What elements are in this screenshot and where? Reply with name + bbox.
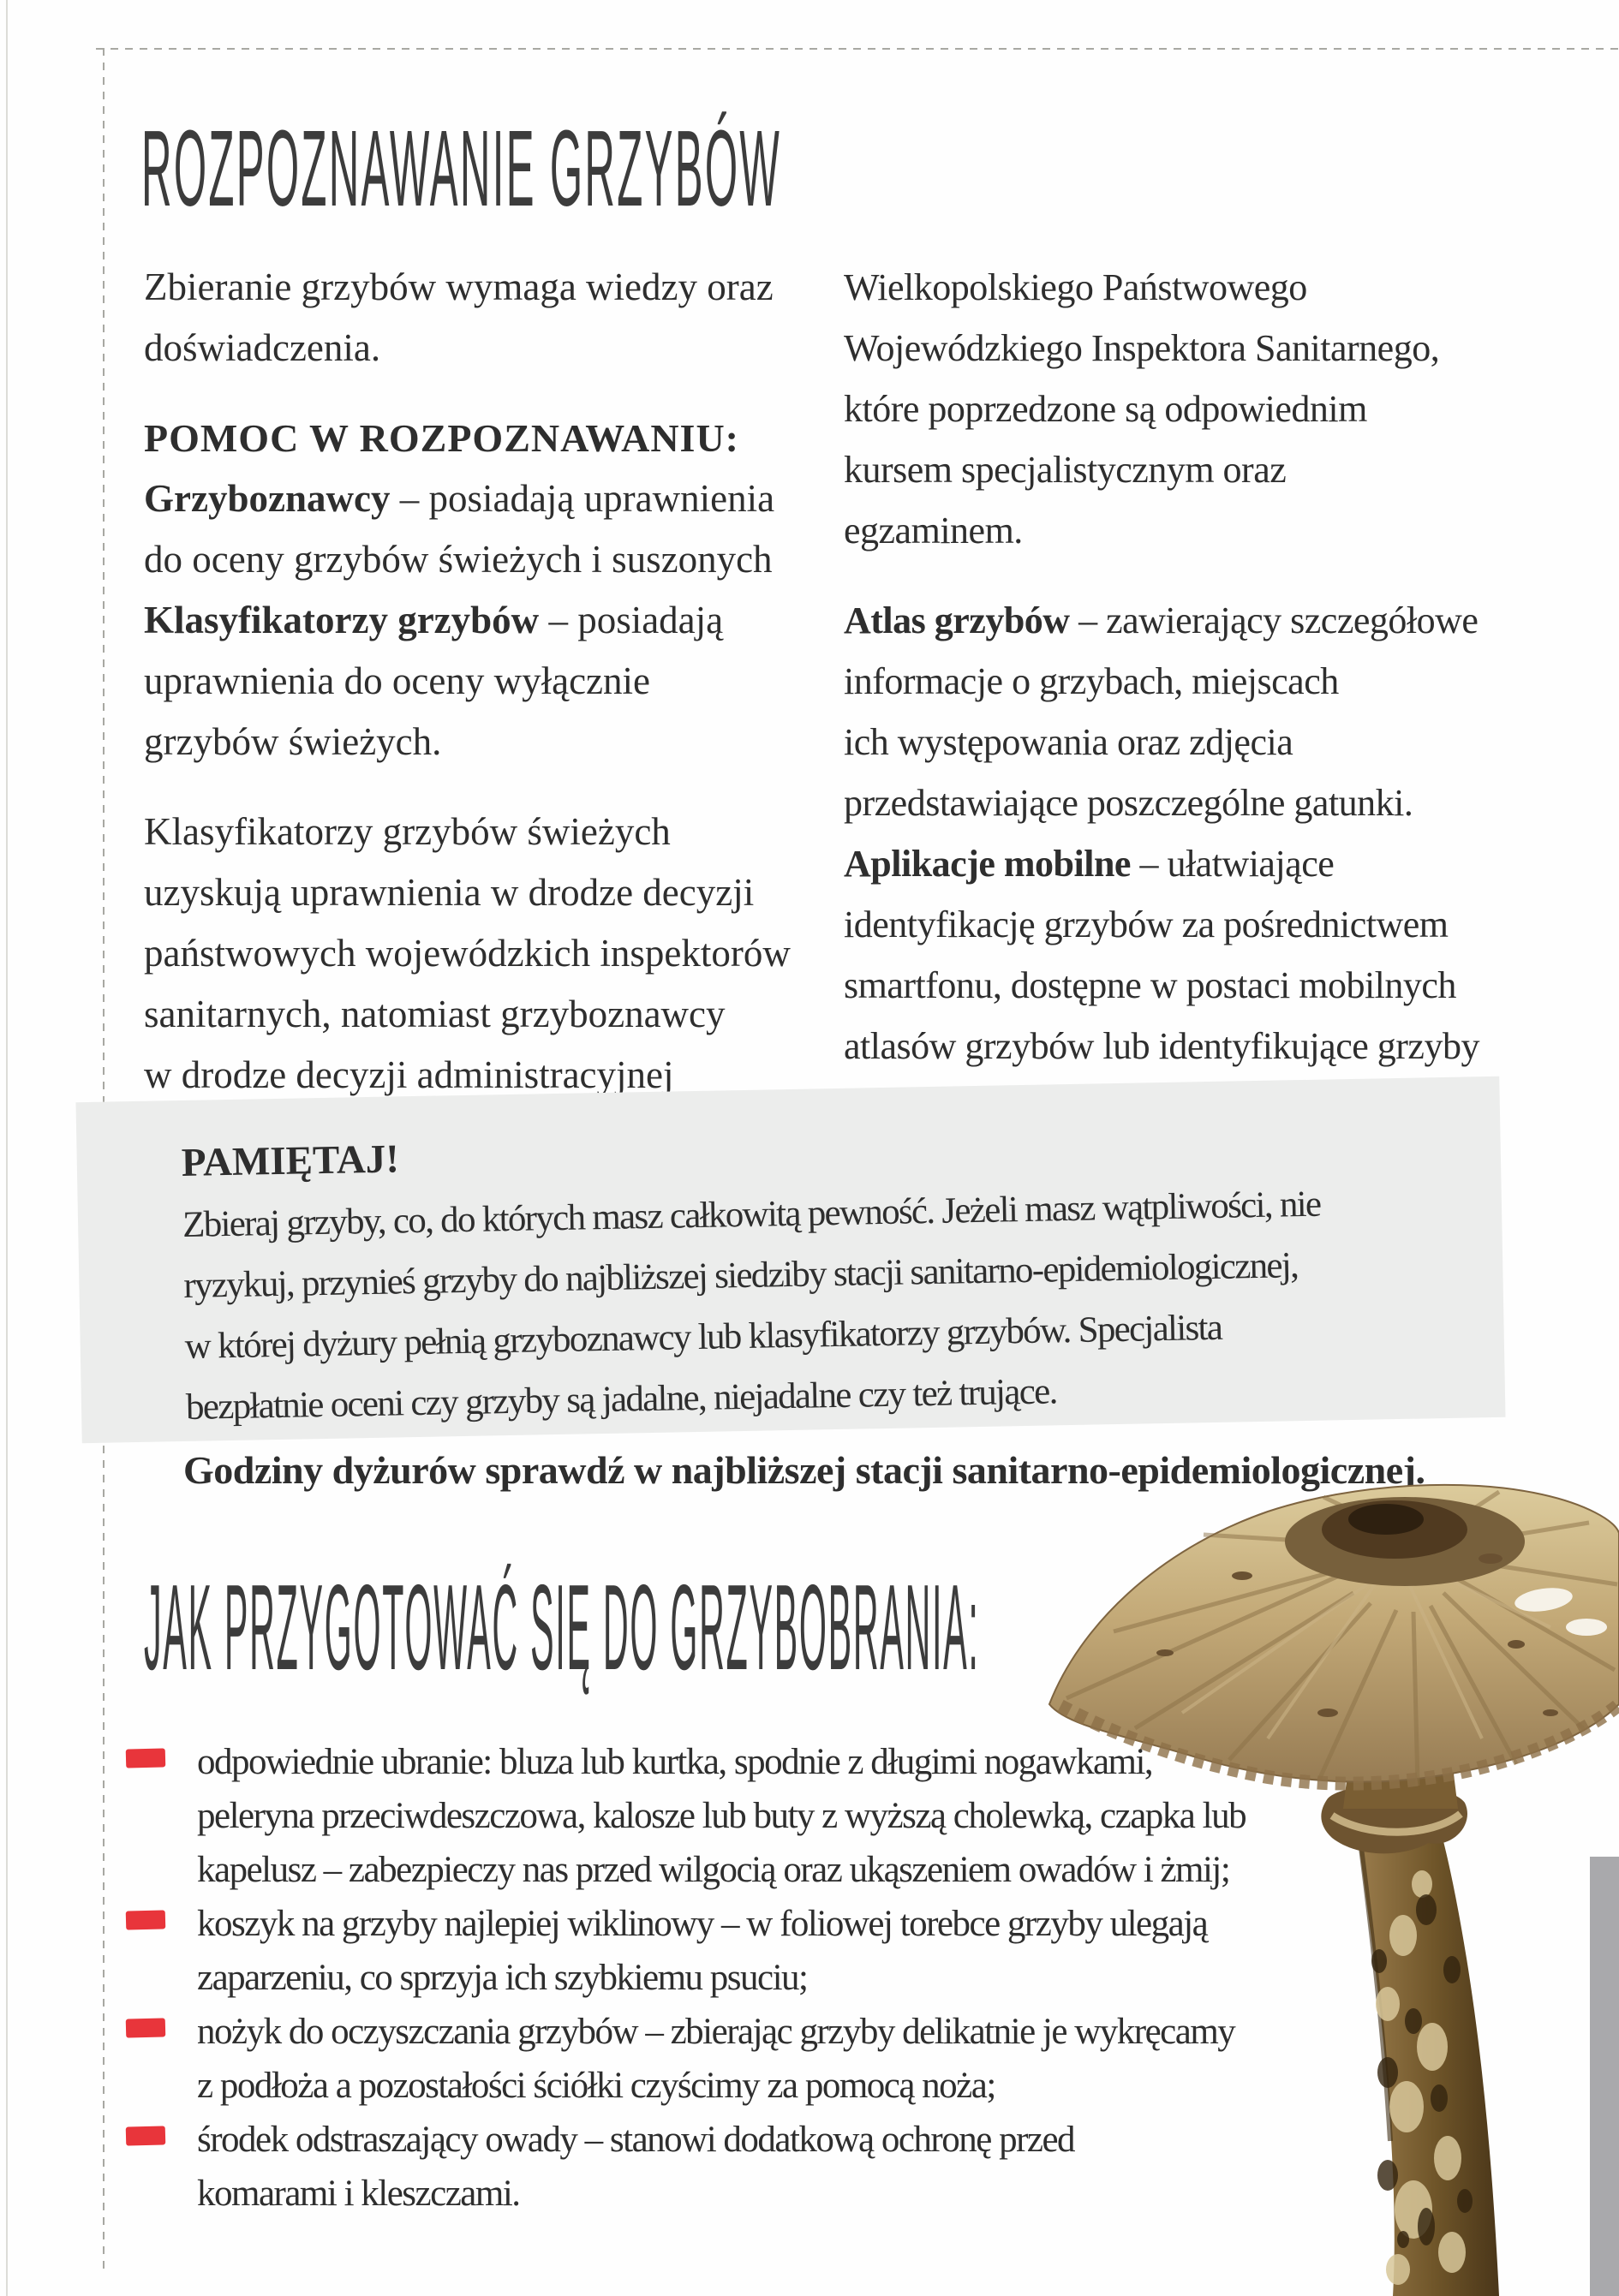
text-line: Wielkopolskiego Państwowego: [844, 266, 1307, 308]
text-line: koszyk na grzyby najlepiej wiklinowy – w foliowej torebce grzyby ulegają: [197, 1904, 1208, 1944]
text-line: informacje o grzybach, miejscach: [844, 660, 1339, 702]
text-line: z podłoża a pozostałości ściółki czyścimy za pomocą noża;: [197, 2066, 995, 2106]
right-column: [844, 257, 1563, 1137]
list-item: [124, 1735, 1461, 1897]
text-line: nożyk do oczyszczania grzybów – zbierając grzyby delikatnie je wykręcamy: [197, 2012, 1235, 2052]
text-line: Klasyfikatorzy grzybów – posiadają: [144, 599, 724, 641]
experts-paragraph: [144, 468, 829, 772]
spacer: [144, 772, 829, 802]
spacer: [844, 561, 1563, 590]
sanitary-paragraph: [844, 257, 1563, 561]
text-line: identyfikację grzybów za pośrednictwem: [844, 903, 1449, 945]
text-line: uzyskują uprawnienia w drodze decyzji: [144, 871, 755, 914]
list-item: [124, 2113, 1461, 2221]
text-line: Grzyboznawcy – posiadają uprawnienia: [144, 477, 775, 520]
text-line: Klasyfikatorzy grzybów świeżych: [144, 810, 671, 853]
text-line: Zbieranie grzybów wymaga wiedzy oraz: [144, 265, 774, 308]
preparation-list: [124, 1735, 1461, 2221]
text-line: kapelusz – zabezpieczy nas przed wilgocią oraz ukąszeniem owadów i żmij;: [197, 1850, 1230, 1890]
bold-term: Atlas grzybów: [844, 599, 1070, 641]
page-edge-line: [6, 0, 8, 2296]
list-item-text: [197, 1735, 1461, 1897]
list-item: [124, 1897, 1461, 2005]
text-line: egzaminem.: [844, 510, 1023, 552]
bold-term: Aplikacje mobilne: [844, 843, 1131, 885]
text-line: w której dyżury pełnią grzyboznawcy lub klasyfikatorzy grzybów. Specjalista: [184, 1307, 1222, 1367]
text-line: ryzykuj, przynieś grzyby do najbliższej siedziby stacji sanitarno-epidemiologicznej,: [183, 1245, 1299, 1306]
text-line: które poprzedzone są odpowiednim: [844, 388, 1367, 430]
text-line: peleryna przeciwdeszczowa, kalosze lub buty z wyższą cholewką, czapka lub: [197, 1796, 1246, 1836]
text-line: Aplikacje mobilne – ułatwiające: [844, 843, 1335, 885]
text-line: przedstawiające poszczególne gatunki.: [844, 782, 1413, 824]
text-line: ich występowania oraz zdjęcia: [844, 721, 1293, 763]
authority-paragraph: [144, 802, 829, 1106]
duty-hours-note: Godziny dyżurów sprawdź w najbliższej stacji sanitarno-epidemiologicznej.: [183, 1448, 1425, 1492]
spacer: [144, 379, 829, 408]
red-dash-bullet: [126, 1748, 166, 1768]
text-line: smartfonu, dostępne w postaci mobilnych: [844, 964, 1456, 1006]
red-dash-bullet: [126, 2126, 166, 2145]
text-line: atlasów grzybów lub identyfikujące grzyby: [844, 1025, 1479, 1067]
list-item-text: [197, 2005, 1461, 2113]
remember-heading: PAMIĘTAJ!: [181, 1136, 400, 1186]
fold-line-top: [96, 48, 1619, 50]
intro-paragraph: [144, 257, 829, 379]
text-line: uprawnienia do oceny wyłącznie: [144, 659, 650, 702]
text-line: Wojewódzkiego Inspektora Sanitarnego,: [844, 327, 1440, 369]
section-title-rozpoznawanie: [141, 108, 1619, 229]
text-line: w drodze decyzji administracyjnej: [144, 1053, 674, 1096]
text-line: doświadczenia.: [144, 326, 381, 369]
text-line: Zbieraj grzyby, co, do których masz całkowitą pewność. Jeżeli masz wątpliwości, nie: [182, 1184, 1321, 1245]
section-title-przygotowanie-text: JAK PRZYGOTOWAĆ SIĘ DO GRZYBOBRANIA:: [144, 1559, 980, 1696]
text-line: sanitarnych, natomiast grzyboznawcy: [144, 993, 726, 1035]
list-item-text: [197, 2113, 1461, 2221]
section-title-rozpoznawanie-text: ROZPOZNAWANIE GRZYBÓW: [141, 108, 782, 229]
text-line: państwowych wojewódzkich inspektorów: [144, 932, 791, 975]
text-line: komarami i kleszczami.: [197, 2174, 520, 2214]
remember-box: [75, 1076, 1505, 1443]
bold-term: Klasyfikatorzy grzybów: [144, 599, 540, 641]
text-line: do oceny grzybów świeżych i suszonych: [144, 538, 773, 581]
help-heading: POMOC W ROZPOZNAWANIU:: [144, 416, 739, 460]
remember-text: [182, 1172, 1471, 1438]
bold-term: Grzyboznawcy: [144, 477, 391, 520]
text-line: grzybów świeżych.: [144, 720, 442, 763]
atlas-paragraph: [844, 590, 1563, 833]
text-line: bezpłatnie oceni czy grzyby są jadalne, niejadalne czy też trujące.: [185, 1371, 1057, 1428]
red-dash-bullet: [126, 1910, 166, 1929]
red-dash-bullet: [126, 2018, 166, 2037]
text-line: Atlas grzybów – zawierający szczegółowe: [844, 599, 1479, 641]
scan-edge-strip: [1590, 1857, 1619, 2296]
text-line: środek odstraszający owady – stanowi dodatkową ochronę przed: [197, 2120, 1075, 2160]
text-line: kursem specjalistycznym oraz: [844, 449, 1287, 491]
list-item-text: [197, 1897, 1461, 2005]
left-column: [144, 257, 829, 1106]
remember-box-content: [75, 1076, 1505, 1440]
text-line: odpowiednie ubranie: bluza lub kurtka, spodnie z długimi nogawkami,: [197, 1742, 1153, 1782]
list-item: [124, 2005, 1461, 2113]
text-line: zaparzeniu, co sprzyja ich szybkiemu psuciu;: [197, 1958, 808, 1998]
